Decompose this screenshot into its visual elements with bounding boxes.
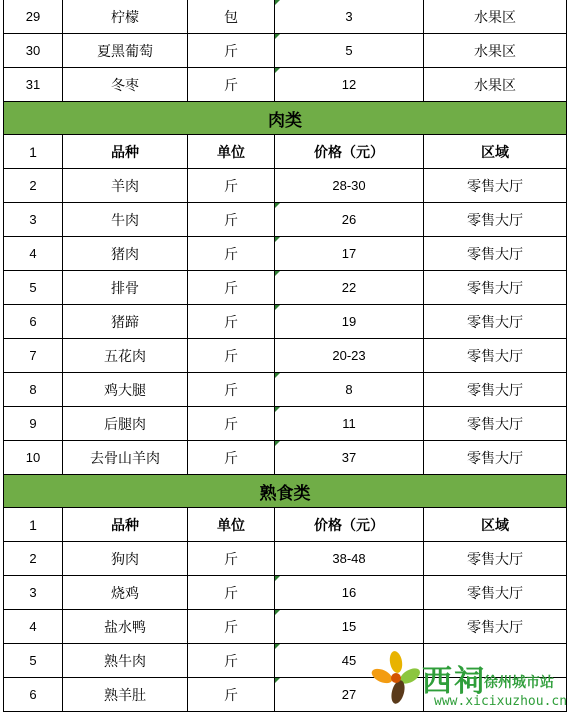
cell-unit: 斤: [188, 271, 275, 305]
cell-area: 零售大厅: [424, 373, 567, 407]
cell-area: 水果区: [424, 0, 567, 34]
table-row: [4, 68, 567, 102]
header-price: 价格（元）: [275, 508, 424, 542]
cell-unit: 包: [188, 0, 275, 34]
watermark-url: www.xicixuzhou.cn: [434, 694, 568, 709]
cell-no: 10: [4, 441, 63, 475]
cell-price: 8: [275, 373, 424, 407]
section-title: 熟食类: [4, 475, 567, 508]
header-price: 价格（元）: [275, 135, 424, 169]
cell-name: 狗肉: [63, 542, 188, 576]
cell-name: 排骨: [63, 271, 188, 305]
cell-price: 3: [275, 0, 424, 34]
watermark-brand: 西祠: [422, 664, 486, 699]
cell-name: 冬枣: [63, 68, 188, 102]
cell-no: 6: [4, 678, 63, 712]
table-row: [4, 237, 567, 271]
header-unit: 单位: [188, 135, 275, 169]
cell-name: 牛肉: [63, 203, 188, 237]
cell-no: 4: [4, 610, 63, 644]
cell-name: 熟羊肚: [63, 678, 188, 712]
table-row: [4, 542, 567, 576]
cell-no: 31: [4, 68, 63, 102]
table-row: [4, 576, 567, 610]
table-row: [4, 339, 567, 373]
leaf-logo-icon: [366, 648, 426, 710]
header-area: 区域: [424, 135, 567, 169]
cell-area: 零售大厅: [424, 339, 567, 373]
cell-unit: 斤: [188, 169, 275, 203]
cell-price: 22: [275, 271, 424, 305]
cell-area: 零售大厅: [424, 169, 567, 203]
table-row: [4, 373, 567, 407]
cell-unit: 斤: [188, 203, 275, 237]
cell-no: 3: [4, 203, 63, 237]
cell-name: 猪肉: [63, 237, 188, 271]
cell-no: 5: [4, 271, 63, 305]
table-row: [4, 610, 567, 644]
cell-no: 2: [4, 169, 63, 203]
section-title-row: [4, 102, 567, 135]
cell-name: 去骨山羊肉: [63, 441, 188, 475]
cell-unit: 斤: [188, 373, 275, 407]
cell-unit: 斤: [188, 237, 275, 271]
cell-area: 零售大厅: [424, 271, 567, 305]
cell-unit: 斤: [188, 305, 275, 339]
cell-unit: 斤: [188, 441, 275, 475]
cell-no: 4: [4, 237, 63, 271]
cell-area: 零售大厅: [424, 203, 567, 237]
header-row: [4, 135, 567, 169]
cell-unit: 斤: [188, 407, 275, 441]
price-table: [3, 0, 567, 712]
table-row: [4, 271, 567, 305]
table-row: [4, 441, 567, 475]
cell-name: 五花肉: [63, 339, 188, 373]
cell-no: 8: [4, 373, 63, 407]
cell-unit: 斤: [188, 542, 275, 576]
cell-price: 17: [275, 237, 424, 271]
section-title-row: [4, 475, 567, 508]
cell-area: 零售大厅: [424, 237, 567, 271]
cell-area: 零售大厅: [424, 305, 567, 339]
cell-price: 26: [275, 203, 424, 237]
header-row: [4, 508, 567, 542]
cell-no: 29: [4, 0, 63, 34]
cell-unit: 斤: [188, 644, 275, 678]
cell-unit: 斤: [188, 610, 275, 644]
cell-no: 7: [4, 339, 63, 373]
cell-no: 3: [4, 576, 63, 610]
site-watermark: [366, 648, 566, 712]
header-area: 区域: [424, 508, 567, 542]
section-title: 肉类: [4, 102, 567, 135]
cell-area: 零售大厅: [424, 576, 567, 610]
header-no: 1: [4, 135, 63, 169]
cell-price: 20-23: [275, 339, 424, 373]
cell-unit: 斤: [188, 339, 275, 373]
table-row: [4, 203, 567, 237]
cell-price: 11: [275, 407, 424, 441]
header-name: 品种: [63, 135, 188, 169]
cell-no: 30: [4, 34, 63, 68]
header-name: 品种: [63, 508, 188, 542]
cell-price: 16: [275, 576, 424, 610]
cell-area: 零售大厅: [424, 441, 567, 475]
cell-name: 后腿肉: [63, 407, 188, 441]
cell-unit: 斤: [188, 34, 275, 68]
cell-name: 盐水鸭: [63, 610, 188, 644]
cell-no: 6: [4, 305, 63, 339]
cell-price: 5: [275, 34, 424, 68]
cell-unit: 斤: [188, 68, 275, 102]
cell-name: 熟牛肉: [63, 644, 188, 678]
cell-no: 9: [4, 407, 63, 441]
cell-area: 零售大厅: [424, 542, 567, 576]
watermark-city: 徐州城市站: [484, 674, 554, 690]
cell-name: 烧鸡: [63, 576, 188, 610]
cell-name: 柠檬: [63, 0, 188, 34]
cell-price: 19: [275, 305, 424, 339]
table-row: [4, 0, 567, 34]
cell-price: 38-48: [275, 542, 424, 576]
cell-unit: 斤: [188, 576, 275, 610]
cell-price: 45: [275, 644, 424, 678]
cell-name: 猪蹄: [63, 305, 188, 339]
cell-price: 12: [275, 68, 424, 102]
cell-no: 5: [4, 644, 63, 678]
cell-price: 28-30: [275, 169, 424, 203]
cell-name: 夏黑葡萄: [63, 34, 188, 68]
cell-name: 羊肉: [63, 169, 188, 203]
cell-area: 零售大厅: [424, 610, 567, 644]
table-row: [4, 407, 567, 441]
table-row: [4, 305, 567, 339]
header-unit: 单位: [188, 508, 275, 542]
table-row: [4, 169, 567, 203]
header-no: 1: [4, 508, 63, 542]
cell-area: 水果区: [424, 34, 567, 68]
cell-price: 15: [275, 610, 424, 644]
cell-price: 27: [275, 678, 424, 712]
cell-price: 37: [275, 441, 424, 475]
cell-area: 水果区: [424, 68, 567, 102]
cell-name: 鸡大腿: [63, 373, 188, 407]
table-row: [4, 34, 567, 68]
cell-area: 零售大厅: [424, 407, 567, 441]
cell-no: 2: [4, 542, 63, 576]
cell-unit: 斤: [188, 678, 275, 712]
